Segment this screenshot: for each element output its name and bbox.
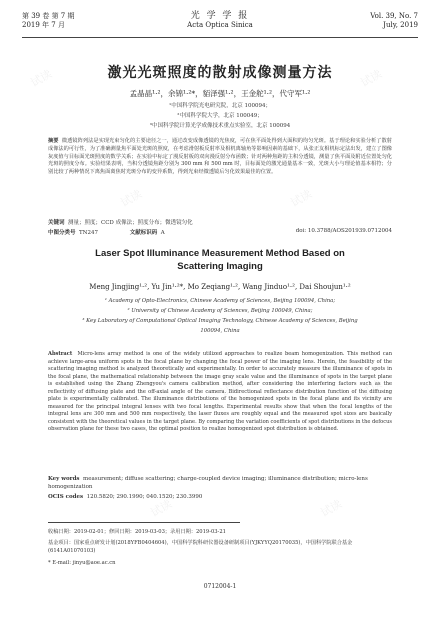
doc-code-value: A xyxy=(160,230,165,236)
doi[interactable]: doi: 10.3788/AOS201939.0712004 xyxy=(295,228,392,234)
corresponding-email[interactable]: * E-mail: jinyu@aoe.ac.cn xyxy=(48,560,116,566)
en-title-line-1: Laser Spot Illuminance Measurement Method Based on xyxy=(95,248,345,259)
cn-authors: 孟晶晶¹·²，余锦¹·²*，貊泽强¹·²，王金舵¹·²，代守军¹·² xyxy=(129,89,311,98)
cn-keywords-label: 关键词 xyxy=(48,220,65,226)
header-rule xyxy=(22,37,418,38)
volume-issue-en: Vol. 39, No. 7 xyxy=(370,12,418,20)
en-authors: Meng Jingjing¹·², Yu Jin¹·²*, Mo Zeqiang¹·², Wang Jinduo¹·², Dai Shoujun¹·² xyxy=(89,283,351,291)
doc-code-label: 文献标识码 xyxy=(129,230,158,236)
cn-keywords xyxy=(48,218,392,226)
issue-date-en: July, 2019 xyxy=(383,21,418,29)
watermark: 试读 xyxy=(218,377,245,400)
watermark: 试读 xyxy=(118,187,145,210)
issue-info-en xyxy=(370,12,418,30)
en-affiliation-3: ³ Key Laboratory of Computational Optical Imaging Technology, Chinese Academy of Sciences, Beijing xyxy=(82,318,358,324)
cn-keywords-text: 测量；照度；CCD 成像法；照度分布；微透镜匀化 xyxy=(68,220,193,226)
clc-value: TN247 xyxy=(79,230,98,236)
journal-name-en: Acta Optica Sinica xyxy=(187,21,253,29)
cn-abstract xyxy=(48,138,392,177)
en-title-line-2: Scattering Imaging xyxy=(177,261,263,272)
en-keywords-label: Key words xyxy=(48,476,80,482)
watermark: 试读 xyxy=(288,187,315,210)
funding-info: 基金项目：国家重点研发计划(2018YFB0404604)，中国科学院科研仪器设备研制项目(YJKYYQ20170035)，中国科学院联合基金(6141A01070103) xyxy=(48,540,353,554)
watermark: 试读 xyxy=(58,377,85,400)
issue-date: 2019 年 7 月 xyxy=(22,21,65,29)
ocis-codes xyxy=(48,494,392,500)
footnote-rule xyxy=(48,522,240,523)
cn-classification xyxy=(48,228,392,236)
en-keywords-text: measurement; diffuse scattering; charge-coupled device imaging; illuminance distribution; micro-lens homogenization xyxy=(48,476,368,490)
watermark: 试读 xyxy=(318,497,345,520)
cn-affiliation-2: ²中国科学院大学，北京 100049； xyxy=(177,113,263,119)
ocis-label: OCIS codes xyxy=(48,494,84,500)
ocis-value: 120.5820; 290.1990; 040.1520; 230.3990 xyxy=(86,494,203,500)
page-number: 0712004-1 xyxy=(203,583,237,590)
cn-affiliation-3: ³中国科学院计算光学成像技术重点实验室，北京 100094 xyxy=(149,123,291,129)
watermark: 试读 xyxy=(148,497,175,520)
cn-abstract-text: 微透镜阵列法是实现光束匀化的主要途径之一，通过改变成像透镜的光焦度，可在焦平面处得到大面积的均匀光斑。基于理论和实验分析了散射成像法的可行性，为了准确测量焦平面处光斑的照度，在考虑滑射板反射率及相机离轴角等影响因素的基础下，从张正友相机标定法出发，建立了图像灰度值与目标面光斑照度的数学关系；在实验中标定了漫反射板的双向漫反射分布函数；针对两种焦距的主积分透镜，测量了焦平面及附近位置处匀化光斑的照度分布。实验结果表明，当积分透镜焦距分别为 300 mm 和 500 mm 时，目标面处的激光通量基本一致，光斑大小与理论值基本相符；分别比较了两种情况下离焦面离焦时光斑分布的变异系数，得到光束经微透镜后匀化效果最佳的位置。 xyxy=(48,138,392,176)
en-abstract-text: Micro-lens array method is one of the widely utilized approaches to realize beam homogenization. This method can achieve large-area uniform spots in the focal plane by changing the focal power of the imaging lens. Herein, the feasibility of the scattering imaging method is analyzed theoretically and experimentally. In order to accurately measure the illuminance of spots in the focal plane, the mathematical relationship between the image gray scale value and the illuminance of spots in the target plane is established using the Zhang Zhengyou's camera calibration method, after considering the interfering factors such as the reflectivity of diffusing plate and the off-axial angle of the camera. Bidirectional reflectance distribution function of the diffusing plate is experimentally calibrated. The illuminance distributions of the homogenized spots in the focal plane and its vicinity are measured for the principal integral lenses with two focal lengths. Experimental results show that when the focal lengths of the integral lens are 300 mm and 500 mm respectively, the laser fluxes are roughly equal and the measured spot sizes are basically consistent with the theoretical values in the target plane. By comparing the variation coefficients of spot distributions in the defocus observation plane for these two cases, the optimal position to realize homogenized spot distribution is obtained. xyxy=(48,351,392,432)
volume-issue: 第 39 卷 第 7 期 xyxy=(22,12,75,20)
watermark: 试读 xyxy=(28,67,55,90)
received-dates: 收稿日期：2019-02-01；修回日期：2019-03-03；录用日期：2019-03-21 xyxy=(48,529,226,535)
journal-header xyxy=(22,12,418,36)
en-title xyxy=(0,247,440,273)
en-affiliation-3-cont: 100094, China xyxy=(200,328,240,334)
en-affiliation-1: ¹ Academy of Opto-Electronics, Chinese Academy of Sciences, Beijing 100094, China; xyxy=(104,298,336,304)
cn-affiliation-1: ¹中国科学院光电研究院，北京 100094； xyxy=(169,103,271,109)
cn-abstract-label: 摘要 xyxy=(48,138,59,144)
journal-name-cn: 光 学 学 报 xyxy=(190,11,250,21)
clc-label: 中图分类号 xyxy=(48,230,76,236)
watermark: 试读 xyxy=(358,377,385,400)
en-affiliation-2: ² University of Chinese Academy of Sciences, Beijing 100049, China; xyxy=(127,308,313,314)
en-keywords xyxy=(48,476,392,491)
en-abstract xyxy=(48,351,392,434)
watermark: 试读 xyxy=(358,67,385,90)
journal-name xyxy=(22,12,418,30)
en-abstract-label: Abstract xyxy=(48,351,73,357)
cn-title: 激光光斑照度的散射成像测量方法 xyxy=(107,65,333,81)
